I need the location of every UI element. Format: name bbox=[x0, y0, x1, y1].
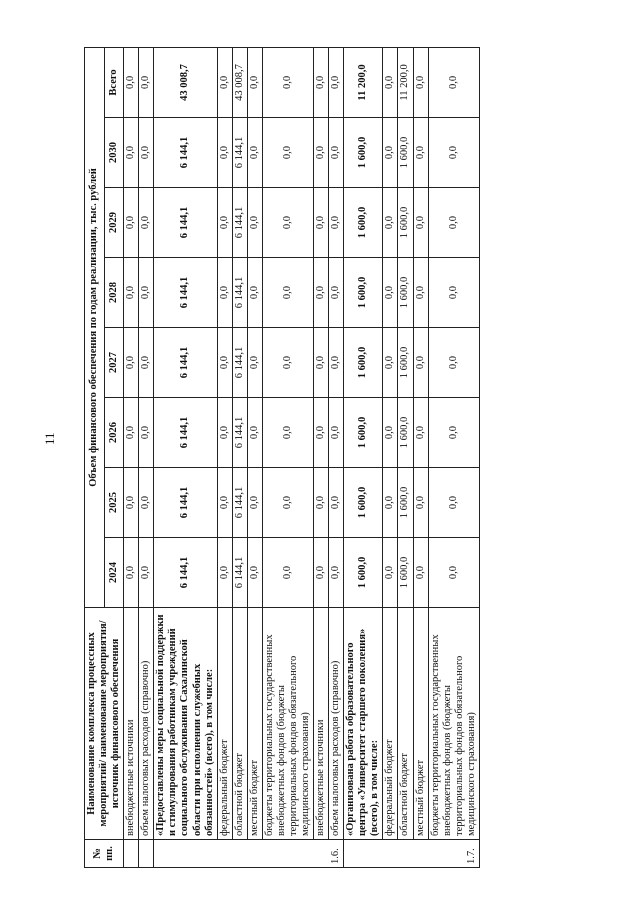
rotated-table-container bbox=[84, 48, 624, 868]
value-cell: 0,0 bbox=[314, 398, 329, 468]
value-cell: 6 144,1 bbox=[154, 328, 217, 398]
value-cell: 6 144,1 bbox=[154, 538, 217, 608]
value-cell: 0,0 bbox=[262, 328, 313, 398]
value-cell: 11 200,0 bbox=[344, 47, 383, 117]
value-cell: 0,0 bbox=[139, 188, 154, 258]
value-cell: 1 600,0 bbox=[398, 468, 413, 538]
value-cell: 0,0 bbox=[428, 188, 479, 258]
value-cell: 0,0 bbox=[413, 398, 428, 468]
value-cell: 0,0 bbox=[262, 188, 313, 258]
table-row bbox=[232, 47, 247, 867]
value-cell: 0,0 bbox=[217, 328, 232, 398]
value-cell: 0,0 bbox=[124, 47, 139, 117]
value-cell: 0,0 bbox=[124, 538, 139, 608]
value-cell: 0,0 bbox=[413, 538, 428, 608]
header-funding-group: Объем финансового обеспечения по годам реализации, тыс. рублей bbox=[85, 47, 105, 607]
value-cell: 0,0 bbox=[262, 118, 313, 188]
row-number-cell bbox=[139, 840, 154, 868]
table-row bbox=[344, 47, 383, 867]
value-cell: 0,0 bbox=[413, 47, 428, 117]
row-name-cell: объем налоговых расходов (справочно) bbox=[139, 608, 154, 840]
value-cell: 1 600,0 bbox=[344, 188, 383, 258]
value-cell: 6 144,1 bbox=[232, 538, 247, 608]
value-cell: 1 600,0 bbox=[398, 398, 413, 468]
value-cell: 0,0 bbox=[262, 258, 313, 328]
value-cell: 0,0 bbox=[247, 118, 262, 188]
value-cell: 0,0 bbox=[413, 468, 428, 538]
value-cell: 0,0 bbox=[413, 328, 428, 398]
value-cell: 0,0 bbox=[139, 468, 154, 538]
value-cell: 0,0 bbox=[428, 118, 479, 188]
row-name-cell: бюджеты территориальных государственных внебюджетных фондов (бюджеты территориальных фондов обязательного медицинского страхования) bbox=[262, 608, 313, 840]
table-body bbox=[124, 47, 480, 867]
value-cell: 1 600,0 bbox=[344, 118, 383, 188]
value-cell: 0,0 bbox=[428, 328, 479, 398]
value-cell: 0,0 bbox=[217, 47, 232, 117]
value-cell: 0,0 bbox=[383, 398, 398, 468]
value-cell: 0,0 bbox=[329, 188, 344, 258]
row-name-cell: объем налоговых расходов (справочно) bbox=[329, 608, 344, 840]
value-cell: 0,0 bbox=[217, 538, 232, 608]
value-cell: 0,0 bbox=[314, 538, 329, 608]
value-cell: 1 600,0 bbox=[344, 468, 383, 538]
value-cell: 0,0 bbox=[139, 328, 154, 398]
value-cell: 0,0 bbox=[329, 258, 344, 328]
value-cell: 6 144,1 bbox=[232, 328, 247, 398]
value-cell: 0,0 bbox=[262, 538, 313, 608]
header-year: 2025 bbox=[104, 468, 124, 538]
value-cell: 1 600,0 bbox=[398, 188, 413, 258]
value-cell: 43 008,7 bbox=[232, 47, 247, 117]
value-cell: 0,0 bbox=[329, 468, 344, 538]
header-total: Всего bbox=[104, 47, 124, 117]
table-row bbox=[428, 47, 479, 867]
value-cell: 6 144,1 bbox=[154, 258, 217, 328]
value-cell: 0,0 bbox=[314, 118, 329, 188]
value-cell: 0,0 bbox=[124, 118, 139, 188]
table-row bbox=[262, 47, 313, 867]
value-cell: 0,0 bbox=[262, 47, 313, 117]
value-cell: 0,0 bbox=[413, 188, 428, 258]
row-name-cell: бюджеты территориальных государственных внебюджетных фондов (бюджеты территориальных фондов обязательного медицинского страхования) bbox=[428, 608, 479, 840]
value-cell: 11 200,0 bbox=[398, 47, 413, 117]
table-row bbox=[383, 47, 398, 867]
value-cell: 0,0 bbox=[247, 188, 262, 258]
table-row bbox=[413, 47, 428, 867]
header-year: 2027 bbox=[104, 328, 124, 398]
value-cell: 1 600,0 bbox=[344, 258, 383, 328]
value-cell: 0,0 bbox=[124, 258, 139, 328]
value-cell: 0,0 bbox=[247, 468, 262, 538]
value-cell: 6 144,1 bbox=[232, 188, 247, 258]
value-cell: 0,0 bbox=[262, 398, 313, 468]
value-cell: 0,0 bbox=[413, 118, 428, 188]
value-cell: 1 600,0 bbox=[398, 258, 413, 328]
value-cell: 1 600,0 bbox=[398, 328, 413, 398]
value-cell: 6 144,1 bbox=[232, 258, 247, 328]
value-cell: 0,0 bbox=[124, 188, 139, 258]
value-cell: 0,0 bbox=[383, 258, 398, 328]
value-cell: 6 144,1 bbox=[232, 468, 247, 538]
row-name-cell: «Предоставлены меры социальной поддержки и стимулирования работникам учреждений социального обслуживания Сахалинской области при исполнении служебных обязанностей» (всего), в том числе: bbox=[154, 608, 217, 840]
value-cell: 0,0 bbox=[217, 398, 232, 468]
header-year: 2026 bbox=[104, 398, 124, 468]
value-cell: 0,0 bbox=[383, 328, 398, 398]
value-cell: 0,0 bbox=[314, 188, 329, 258]
value-cell: 0,0 bbox=[247, 328, 262, 398]
value-cell: 0,0 bbox=[124, 328, 139, 398]
table-row bbox=[217, 47, 232, 867]
header-name: Наименование комплекса процессных мероприятий/ наименование мероприятия/ источник финансового обеспечения bbox=[85, 608, 124, 840]
row-number-cell bbox=[124, 840, 139, 868]
value-cell: 0,0 bbox=[314, 328, 329, 398]
value-cell: 0,0 bbox=[247, 398, 262, 468]
row-name-cell: областной бюджет bbox=[398, 608, 413, 840]
value-cell: 0,0 bbox=[124, 468, 139, 538]
value-cell: 0,0 bbox=[314, 258, 329, 328]
value-cell: 0,0 bbox=[329, 398, 344, 468]
value-cell: 1 600,0 bbox=[398, 538, 413, 608]
value-cell: 0,0 bbox=[428, 258, 479, 328]
value-cell: 0,0 bbox=[314, 47, 329, 117]
value-cell: 6 144,1 bbox=[154, 118, 217, 188]
value-cell: 0,0 bbox=[139, 398, 154, 468]
value-cell: 6 144,1 bbox=[232, 118, 247, 188]
value-cell: 1 600,0 bbox=[344, 398, 383, 468]
table-row bbox=[398, 47, 413, 867]
value-cell: 0,0 bbox=[383, 118, 398, 188]
row-name-cell: внебюджетные источники bbox=[124, 608, 139, 840]
value-cell: 43 008,7 bbox=[154, 47, 217, 117]
value-cell: 6 144,1 bbox=[154, 398, 217, 468]
header-year: 2029 bbox=[104, 188, 124, 258]
value-cell: 0,0 bbox=[428, 398, 479, 468]
table-row bbox=[329, 47, 344, 867]
value-cell: 1 600,0 bbox=[398, 118, 413, 188]
table-row bbox=[124, 47, 139, 867]
table-row bbox=[247, 47, 262, 867]
row-name-cell: местный бюджет bbox=[413, 608, 428, 840]
value-cell: 0,0 bbox=[139, 47, 154, 117]
value-cell: 0,0 bbox=[314, 468, 329, 538]
value-cell: 0,0 bbox=[139, 538, 154, 608]
value-cell: 0,0 bbox=[217, 188, 232, 258]
header-year: 2024 bbox=[104, 538, 124, 608]
value-cell: 0,0 bbox=[217, 118, 232, 188]
value-cell: 6 144,1 bbox=[154, 468, 217, 538]
table-row bbox=[154, 47, 217, 867]
value-cell: 0,0 bbox=[383, 538, 398, 608]
row-name-cell: федеральный бюджет bbox=[217, 608, 232, 840]
row-number-cell: 1.6. bbox=[154, 840, 344, 868]
page-number: 11 bbox=[42, 432, 57, 445]
value-cell: 0,0 bbox=[329, 47, 344, 117]
value-cell: 0,0 bbox=[247, 47, 262, 117]
value-cell: 0,0 bbox=[262, 468, 313, 538]
value-cell: 0,0 bbox=[413, 258, 428, 328]
value-cell: 6 144,1 bbox=[232, 398, 247, 468]
table-row bbox=[139, 47, 154, 867]
value-cell: 0,0 bbox=[139, 118, 154, 188]
table-row bbox=[314, 47, 329, 867]
value-cell: 0,0 bbox=[329, 118, 344, 188]
value-cell: 0,0 bbox=[329, 538, 344, 608]
value-cell: 0,0 bbox=[383, 468, 398, 538]
value-cell: 0,0 bbox=[428, 538, 479, 608]
value-cell: 1 600,0 bbox=[344, 328, 383, 398]
value-cell: 0,0 bbox=[139, 258, 154, 328]
value-cell: 0,0 bbox=[217, 258, 232, 328]
value-cell: 0,0 bbox=[383, 188, 398, 258]
header-no: № пп. bbox=[85, 840, 124, 868]
value-cell: 0,0 bbox=[383, 47, 398, 117]
row-name-cell: областной бюджет bbox=[232, 608, 247, 840]
funding-table bbox=[84, 47, 480, 868]
row-number-cell: 1.7. bbox=[344, 840, 480, 868]
value-cell: 0,0 bbox=[428, 47, 479, 117]
header-year: 2030 bbox=[104, 118, 124, 188]
value-cell: 6 144,1 bbox=[154, 188, 217, 258]
value-cell: 0,0 bbox=[247, 538, 262, 608]
value-cell: 0,0 bbox=[329, 328, 344, 398]
row-name-cell: внебюджетные источники bbox=[314, 608, 329, 840]
value-cell: 0,0 bbox=[217, 468, 232, 538]
row-name-cell: «Организована работа образовательного центра «Университет старшего поколения» (всего), в том числе: bbox=[344, 608, 383, 840]
row-name-cell: федеральный бюджет bbox=[383, 608, 398, 840]
value-cell: 1 600,0 bbox=[344, 538, 383, 608]
value-cell: 0,0 bbox=[428, 468, 479, 538]
value-cell: 0,0 bbox=[247, 258, 262, 328]
header-year: 2028 bbox=[104, 258, 124, 328]
row-name-cell: местный бюджет bbox=[247, 608, 262, 840]
value-cell: 0,0 bbox=[124, 398, 139, 468]
